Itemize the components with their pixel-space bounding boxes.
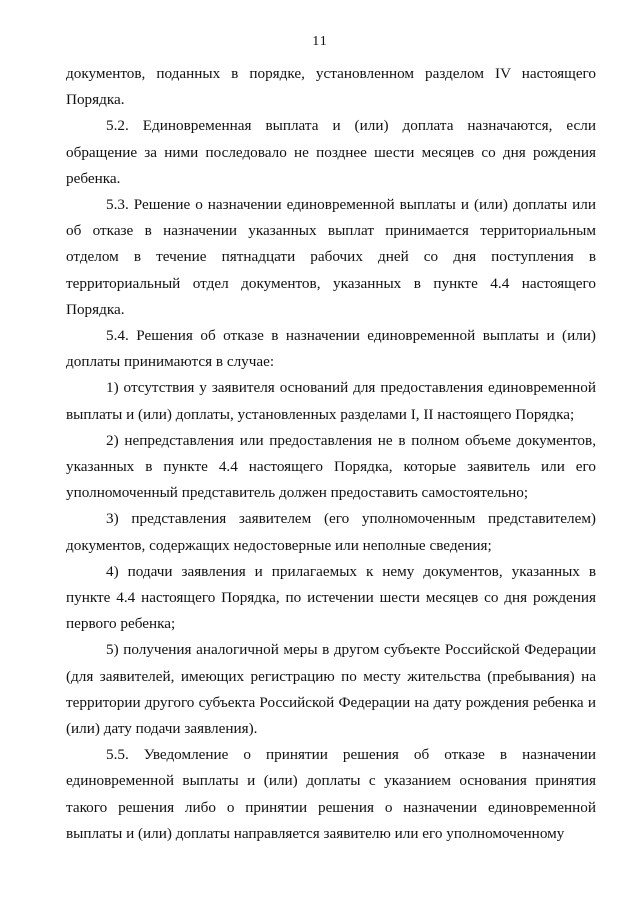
page-number: 11: [312, 34, 328, 49]
paragraph-5-5: 5.5. Уведомление о принятии решения об отказе в назначении единовременной выплаты и (или) доплаты с указанием основания принятия такого решения либо о принятии решения о назначении единовременной выплаты и (или) доплаты направляется заявителю или его уполномоченному: [66, 746, 596, 842]
paragraph-5-2: 5.2. Единовременная выплата и (или) доплата назначаются, если обращение за ними последовало не позднее шести месяцев со дня рождения ребенка.: [66, 117, 596, 187]
list-item-3: 3) представления заявителем (его уполномоченным представителем) документов, содержащих недостоверные или неполные сведения;: [66, 510, 596, 554]
document-body: [66, 61, 596, 847]
list-item-1: 1) отсутствия у заявителя оснований для предоставления единовременной выплаты и (или) доплаты, установленных разделами I, II настоящего Порядка;: [66, 379, 596, 423]
list-item-5: 5) получения аналогичной меры в другом субъекте Российской Федерации (для заявителей, имеющих регистрацию по месту жительства (пребывания) на территории другого субъекта Российской Федерации на дату рождения ребенка и (или) дату подачи заявления).: [66, 641, 596, 738]
list-item-4: 4) подачи заявления и прилагаемых к нему документов, указанных в пункте 4.4 настоящего Порядка, по истечении шести месяцев со дня рождения первого ребенка;: [66, 562, 596, 633]
paragraph-continuation: документов, поданных в порядке, установленном разделом IV настоящего Порядка.: [66, 65, 596, 109]
paragraph-5-3: 5.3. Решение о назначении единовременной выплаты и (или) доплаты или об отказе в назначении указанных выплат принимается территориальным отделом в течение пятнадцати рабочих дней со дня поступления в территориальный отдел документов, указанных в пункте 4.4 настоящего Порядка.: [66, 196, 596, 318]
paragraph-5-4: 5.4. Решения об отказе в назначении единовременной выплаты и (или) доплаты принимаются в случае:: [66, 327, 596, 371]
list-item-2: 2) непредставления или предоставления не в полном объеме документов, указанных в пункте 4.4 настоящего Порядка, которые заявитель или его уполномоченный представитель должен предоставить самостоятельно;: [66, 431, 596, 502]
